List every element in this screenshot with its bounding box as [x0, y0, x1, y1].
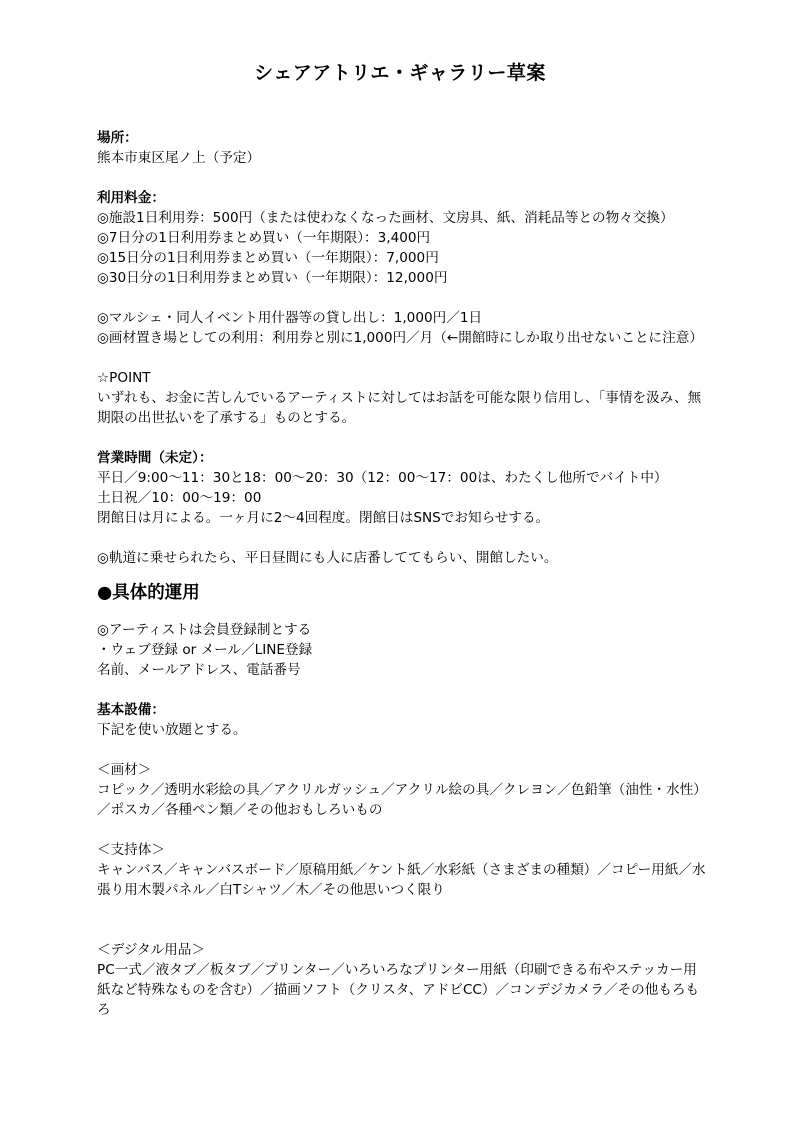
art-supplies-text: コピック／透明水彩絵の具／アクリルガッシュ／アクリル絵の具／クレヨン／色鉛筆（油性・水性）／ポスカ／各種ペン類／その他おもしろいもの — [97, 782, 707, 818]
equipment-intro: 下記を使い放題とする。 — [97, 722, 247, 738]
operation-heading: ●具体的運用 — [97, 583, 200, 603]
operation-register: ・ウェブ登録 or メール／LINE登録 — [97, 642, 313, 658]
page-title: シェアアトリエ・ギャラリー草案 — [254, 62, 546, 84]
hours-heading: 営業時間（未定）： — [97, 450, 213, 466]
point-heading: ☆POINT — [97, 370, 151, 386]
operation-membership: ◎アーティストは会員登録制とする — [97, 622, 312, 638]
location-heading: 場所： — [97, 130, 138, 146]
fee-item-7day: ◎7日分の1日利用券まとめ買い（一年期限）：3,400円 — [97, 230, 431, 246]
hours-note: ◎軌道に乗せられたら、平日昼間にも人に店番しててもらい、開館したい。 — [97, 550, 558, 566]
hours-closed: 閉館日は月による。一ヶ月に2〜4回程度。閉館日はSNSでお知らせする。 — [97, 510, 550, 526]
supports-heading: ＜支持体＞ — [97, 842, 165, 858]
fees-heading: 利用料金： — [97, 190, 165, 206]
point-text: いずれも、お金に苦しんでいるアーティストに対してはお話を可能な限り信用し、「事情を汲み、無期限の出世払いを了承する」ものとする。 — [97, 390, 702, 426]
fee-item-30day: ◎30日分の1日利用券まとめ買い（一年期限）：12,000円 — [97, 270, 448, 286]
digital-heading: ＜デジタル用品＞ — [97, 942, 205, 958]
art-supplies-heading: ＜画材＞ — [97, 762, 152, 778]
hours-weekday: 平日／9:00〜11：30と18：00〜20：30（12：00〜17：00は、わたくし他所でバイト中） — [97, 470, 668, 486]
location-value: 熊本市東区尾ノ上（予定） — [97, 150, 261, 166]
fee-item-daily: ◎施設1日利用券：500円（または使わなくなった画材、文房具、紙、消耗品等との物々交換） — [97, 210, 674, 226]
digital-text: PC一式／液タブ／板タブ／プリンター／いろいろなプリンター用紙（印刷できる布やステッカー用紙など特殊なものを含む）／描画ソフト（クリスタ、アドビCC）／コンデジカメラ／その他もろもろ — [97, 962, 700, 1018]
fee-item-15day: ◎15日分の1日利用券まとめ買い（一年期限）：7,000円 — [97, 250, 439, 266]
fee-extra-storage: ◎画材置き場としての利用：利用券と別に1,000円／月（←開館時にしか取り出せないことに注意） — [97, 330, 703, 346]
fee-extra-rental: ◎マルシェ・同人イベント用什器等の貸し出し：1,000円／1日 — [97, 310, 483, 326]
supports-text: キャンバス／キャンバスボード／原稿用紙／ケント紙／水彩紙（さまざまの種類）／コピー用紙／水張り用木製パネル／白Tシャツ／木／その他思いつく限り — [97, 862, 706, 898]
document-body — [97, 128, 709, 1020]
hours-weekend: 土日祝／10：00〜19：00 — [97, 490, 262, 506]
equipment-heading: 基本設備： — [97, 702, 165, 718]
operation-fields: 名前、メールアドレス、電話番号 — [97, 662, 301, 678]
